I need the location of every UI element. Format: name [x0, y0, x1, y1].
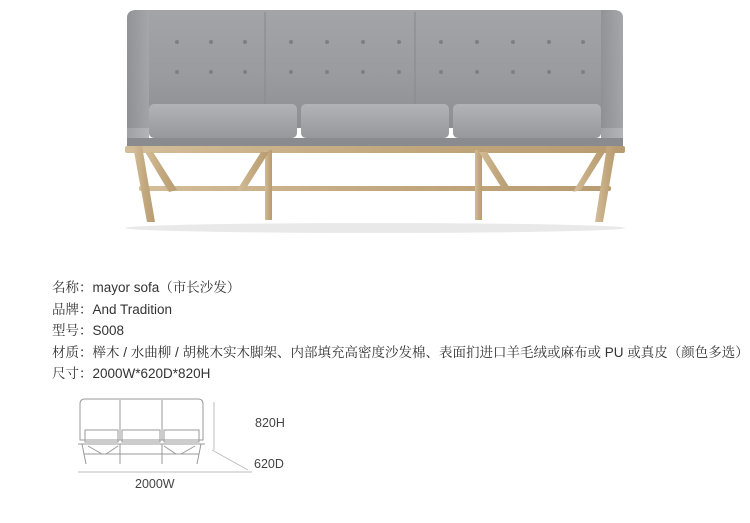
dimension-depth-label: 620D — [254, 457, 284, 471]
spec-list — [52, 277, 749, 385]
spec-size: 尺寸：2000W*620D*820H — [52, 366, 211, 381]
dimension-height-label: 820H — [255, 416, 285, 430]
dimension-width-label: 2000W — [135, 477, 175, 491]
sofa-line-drawing — [62, 392, 382, 502]
spec-brand: 品牌：And Tradition — [52, 301, 173, 317]
spec-material: 材质：榉木 / 水曲柳 / 胡桃木实木脚架、内部填充高密度沙发棉、表面扪进口羊毛绒或麻布或 PU 或真皮（颜色多选） — [52, 344, 749, 360]
spec-model: 型号：S008 — [52, 323, 125, 338]
dimension-diagram — [62, 392, 382, 502]
spec-name: 名称：mayor sofa（市长沙发） — [52, 280, 241, 295]
sofa-illustration — [115, 0, 635, 240]
